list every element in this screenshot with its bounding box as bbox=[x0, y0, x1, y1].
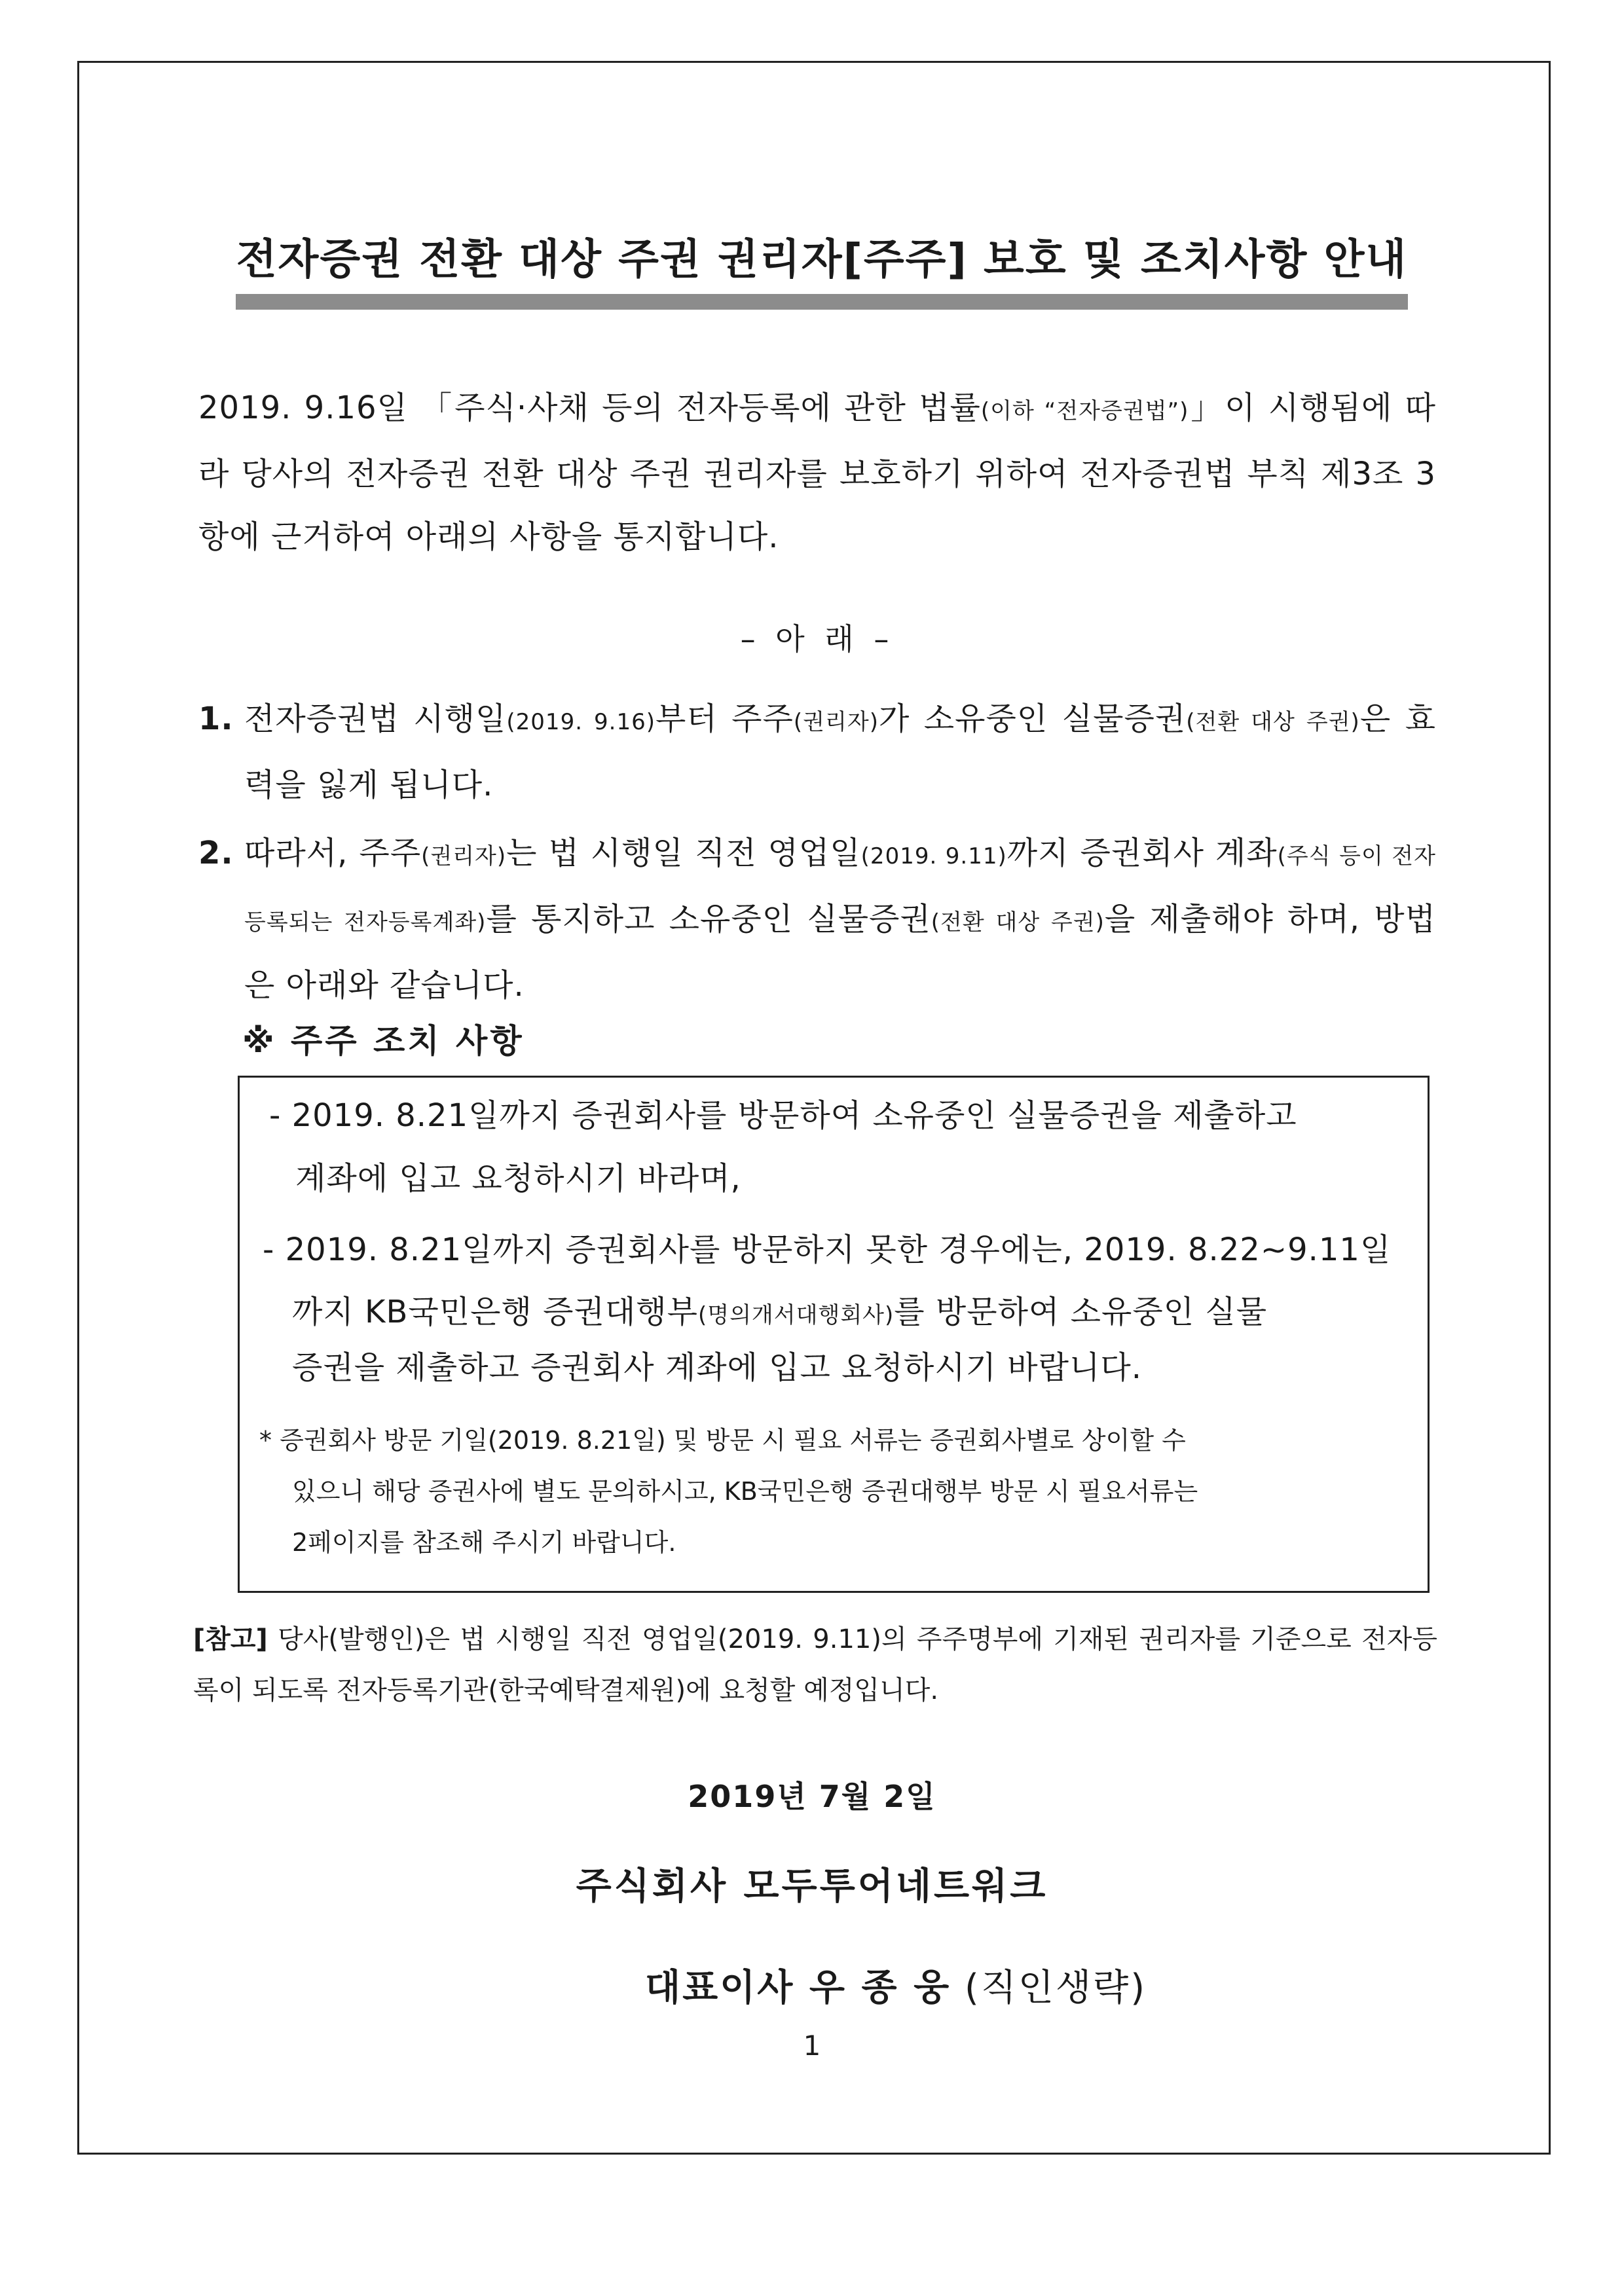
box-note-line-3: 2페이지를 참조해 주시기 바랍니다. bbox=[292, 1528, 676, 1557]
box-note-line-2: 있으니 해당 증권사에 별도 문의하시고, KB국민은행 증권대행부 방문 시 필요서류는 bbox=[292, 1477, 1198, 1506]
list-item-1 bbox=[198, 687, 1436, 816]
company-name: 주식회사 모두투어네트워크 bbox=[576, 1865, 1048, 1908]
below-heading: – 아 래 – bbox=[740, 621, 895, 657]
item-text: 전자증권법 시행일(2019. 9.16)부터 주주(권리자)가 소유중인 실물증권(전환 대상 주권)은 효력을 잃게 됩니다. bbox=[244, 701, 1437, 803]
document-date: 2019년 7월 2일 bbox=[688, 1779, 936, 1814]
box-note-line-1: * 증권회사 방문 기일(2019. 8.21일) 및 방문 시 필요 서류는 증권회사별로 상이할 수 bbox=[259, 1426, 1186, 1455]
intro-paragraph: 2019. 9.16일 「주식·사채 등의 전자등록에 관한 법률(이하 “전자증권법”)」이 시행됨에 따라 당사의 전자증권 전환 대상 주권 권리자를 보호하기 위하여 전자증권법 부칙 제3조 3항에 근거하여 아래의 사항을 통지합니다. bbox=[198, 390, 1437, 555]
title-underline bbox=[236, 294, 1408, 310]
list-item-2 bbox=[198, 822, 1436, 1017]
ceo-signature: 대표이사 우 종 웅 (직인생략) bbox=[645, 1967, 1147, 2009]
box-bullet-1-line-1: - 2019. 8.21일까지 증권회사를 방문하여 소유중인 실물증권을 제출하고 bbox=[269, 1097, 1297, 1134]
box-bullet-2-line-1: - 2019. 8.21일까지 증권회사를 방문하지 못한 경우에는, 2019. 8.22~9.11일 bbox=[263, 1231, 1392, 1268]
item-text: 따라서, 주주(권리자)는 법 시행일 직전 영업일(2019. 9.11)까지 증권회사 계좌(주식 등이 전자등록되는 전자등록계좌)를 통지하고 소유중인 실물증권(전환 대상 주권)을 제출해야 하며, 방법은 아래와 같습니다. bbox=[244, 835, 1436, 1004]
item-number: 1. bbox=[198, 701, 234, 737]
box-bullet-1-line-2: 계좌에 입고 요청하시기 바라며, bbox=[295, 1160, 741, 1197]
actions-box bbox=[238, 1076, 1430, 1593]
item-number: 2. bbox=[198, 835, 234, 871]
reference-note: [참고] 당사(발행인)은 법 시행일 직전 영업일(2019. 9.11)의 주주명부에 기재된 권리자를 기준으로 전자등록이 되도록 전자등록기관(한국예탁결제원)에 요청할 예정입니다. bbox=[193, 1624, 1437, 1705]
shareholder-actions-heading: ※ 주주 조치 사항 bbox=[242, 1022, 525, 1060]
box-bullet-2-line-3: 증권을 제출하고 증권회사 계좌에 입고 요청하시기 바랍니다. bbox=[292, 1349, 1143, 1386]
page-number: 1 bbox=[803, 2030, 821, 2062]
box-bullet-2-line-2: 까지 KB국민은행 증권대행부(명의개서대행회사)를 방문하여 소유중인 실물 bbox=[292, 1294, 1268, 1330]
reference-tag: [참고] bbox=[193, 1624, 268, 1654]
document-title: 전자증권 전환 대상 주권 권리자[주주] 보호 및 조치사항 안내 bbox=[236, 236, 1408, 284]
